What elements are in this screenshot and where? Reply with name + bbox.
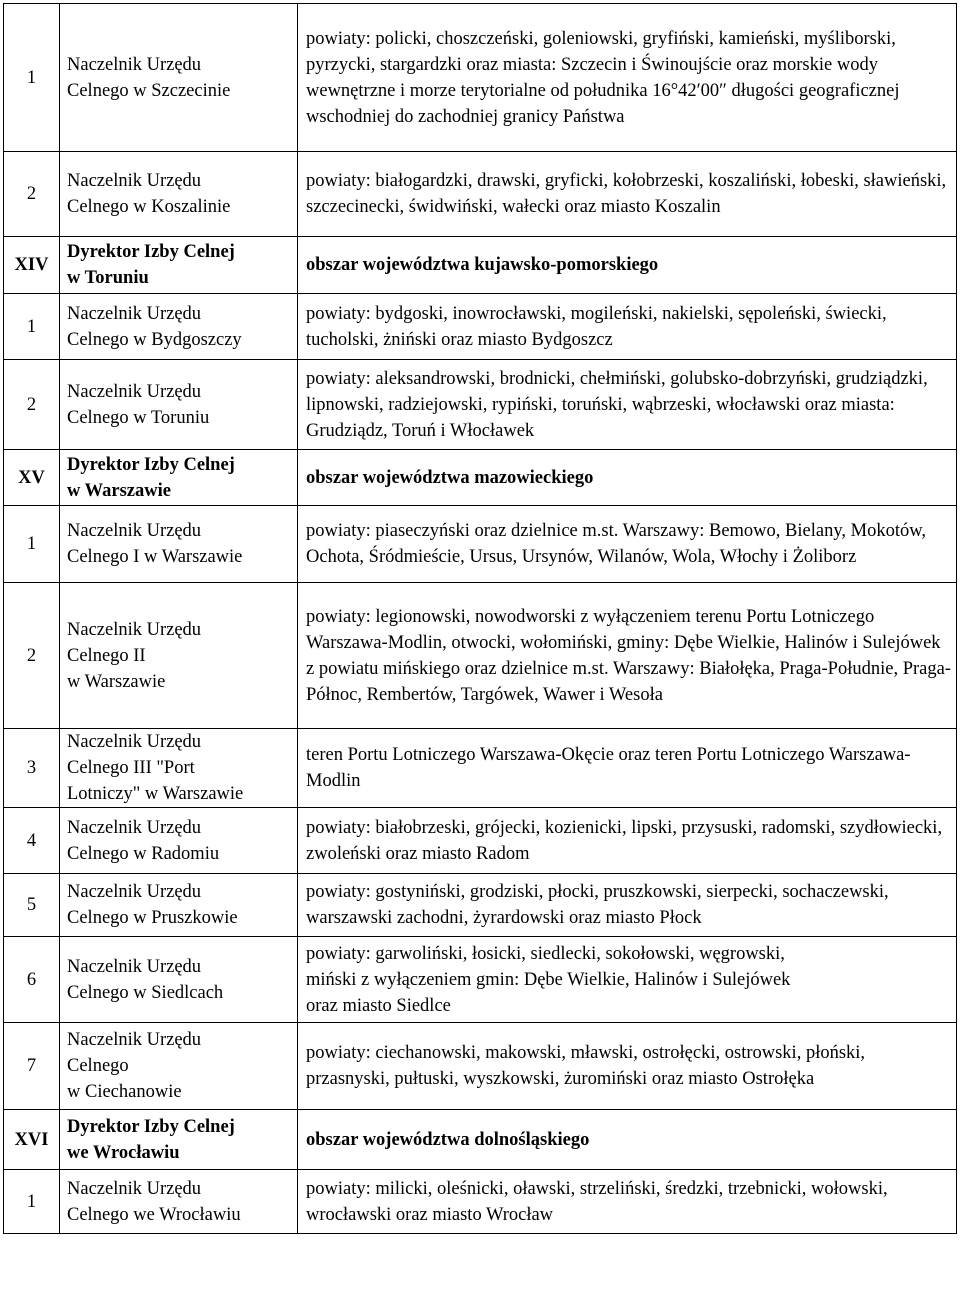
jurisdiction-area: teren Portu Lotniczego Warszawa-Okęcie oraz teren Portu Lotniczego Warszawa-Modlin	[298, 729, 957, 808]
office-row	[4, 506, 957, 583]
authority-name: Naczelnik Urzędu Celnego II w Warszawie	[60, 583, 298, 729]
office-row	[4, 1170, 957, 1234]
authority-name: Naczelnik Urzędu Celnego w Szczecinie	[60, 4, 298, 152]
chamber-row	[4, 1110, 957, 1170]
jurisdiction-area: powiaty: bydgoski, inowrocławski, mogileński, nakielski, sępoleński, świecki, tucholski, żniński oraz miasto Bydgoszcz	[298, 294, 957, 360]
office-row	[4, 152, 957, 237]
authority-name: Dyrektor Izby Celnej w Toruniu	[60, 237, 298, 294]
office-row	[4, 874, 957, 937]
office-row	[4, 937, 957, 1023]
authority-name: Naczelnik Urzędu Celnego w Koszalinie	[60, 152, 298, 237]
authority-name: Naczelnik Urzędu Celnego w Toruniu	[60, 360, 298, 450]
row-number: 1	[4, 506, 60, 583]
jurisdiction-area: obszar województwa dolnośląskiego	[298, 1110, 957, 1170]
jurisdiction-area: powiaty: milicki, oleśnicki, oławski, strzeliński, średzki, trzebnicki, wołowski, wrocławski oraz miasto Wrocław	[298, 1170, 957, 1234]
row-number: XIV	[4, 237, 60, 294]
authority-name: Naczelnik Urzędu Celnego w Siedlcach	[60, 937, 298, 1023]
jurisdiction-area: obszar województwa mazowieckiego	[298, 450, 957, 506]
authority-name: Dyrektor Izby Celnej we Wrocławiu	[60, 1110, 298, 1170]
jurisdiction-area: powiaty: gostyniński, grodziski, płocki, pruszkowski, sierpecki, sochaczewski, warszawski zachodni, żyrardowski oraz miasto Płock	[298, 874, 957, 937]
office-row	[4, 294, 957, 360]
jurisdiction-area: powiaty: ciechanowski, makowski, mławski, ostrołęcki, ostrowski, płoński, przasnyski, pułtuski, wyszkowski, żuromiński oraz miasto Ostrołęka	[298, 1023, 957, 1110]
row-number: 4	[4, 808, 60, 874]
row-number: 1	[4, 4, 60, 152]
office-row	[4, 1023, 957, 1110]
row-number: 3	[4, 729, 60, 808]
row-number: 6	[4, 937, 60, 1023]
jurisdiction-area: powiaty: aleksandrowski, brodnicki, chełmiński, golubsko-dobrzyński, grudziądzki, lipnowski, radziejowski, rypiński, toruński, wąbrzeski, włocławski oraz miasta: Grudziądz, Toruń i Włocławek	[298, 360, 957, 450]
authority-name: Naczelnik Urzędu Celnego III "Port Lotniczy" w Warszawie	[60, 729, 298, 808]
row-number: 1	[4, 294, 60, 360]
jurisdiction-area: powiaty: białogardzki, drawski, gryficki, kołobrzeski, koszaliński, łobeski, sławieński, szczecinecki, świdwiński, wałecki oraz miasto Koszalin	[298, 152, 957, 237]
authority-name: Dyrektor Izby Celnej w Warszawie	[60, 450, 298, 506]
authority-name: Naczelnik Urzędu Celnego I w Warszawie	[60, 506, 298, 583]
authority-name: Naczelnik Urzędu Celnego w Pruszkowie	[60, 874, 298, 937]
row-number: 2	[4, 152, 60, 237]
row-number: 2	[4, 360, 60, 450]
chamber-row	[4, 450, 957, 506]
office-row	[4, 583, 957, 729]
row-number: 1	[4, 1170, 60, 1234]
office-row	[4, 360, 957, 450]
office-row	[4, 808, 957, 874]
jurisdiction-area: powiaty: garwoliński, łosicki, siedlecki, sokołowski, węgrowski, miński z wyłączeniem gmin: Dębe Wielkie, Halinów i Sulejówek oraz miasto Siedlce	[298, 937, 957, 1023]
office-row	[4, 729, 957, 808]
jurisdiction-area: powiaty: policki, choszczeński, goleniowski, gryfiński, kamieński, myśliborski, pyrzycki, stargardzki oraz miasta: Szczecin i Świnoujście oraz morskie wody wewnętrzne i morze terytorialne od południka 16°42′00″ długości geograficznej wschodniej do zachodniej granicy Państwa	[298, 4, 957, 152]
jurisdiction-area: powiaty: legionowski, nowodworski z wyłączeniem terenu Portu Lotniczego Warszawa-Modlin, otwocki, wołomiński, gminy: Dębe Wielkie, Halinów i Sulejówek z powiatu mińskiego oraz dzielnice m.st. Warszawy: Białołęka, Praga-Południe, Praga-Północ, Rembertów, Targówek, Wawer i Wesoła	[298, 583, 957, 729]
jurisdiction-area: powiaty: piaseczyński oraz dzielnice m.st. Warszawy: Bemowo, Bielany, Mokotów, Ochota, Śródmieście, Ursus, Ursynów, Wilanów, Wola, Włochy i Żoliborz	[298, 506, 957, 583]
row-number: 5	[4, 874, 60, 937]
jurisdiction-area: powiaty: białobrzeski, grójecki, kozienicki, lipski, przysuski, radomski, szydłowiecki, zwoleński oraz miasto Radom	[298, 808, 957, 874]
chamber-row	[4, 237, 957, 294]
authority-name: Naczelnik Urzędu Celnego w Ciechanowie	[60, 1023, 298, 1110]
authority-name: Naczelnik Urzędu Celnego w Bydgoszczy	[60, 294, 298, 360]
jurisdiction-area: obszar województwa kujawsko-pomorskiego	[298, 237, 957, 294]
office-row	[4, 4, 957, 152]
row-number: XVI	[4, 1110, 60, 1170]
row-number: XV	[4, 450, 60, 506]
authority-name: Naczelnik Urzędu Celnego we Wrocławiu	[60, 1170, 298, 1234]
authority-name: Naczelnik Urzędu Celnego w Radomiu	[60, 808, 298, 874]
row-number: 2	[4, 583, 60, 729]
customs-offices-table	[3, 3, 957, 1234]
row-number: 7	[4, 1023, 60, 1110]
